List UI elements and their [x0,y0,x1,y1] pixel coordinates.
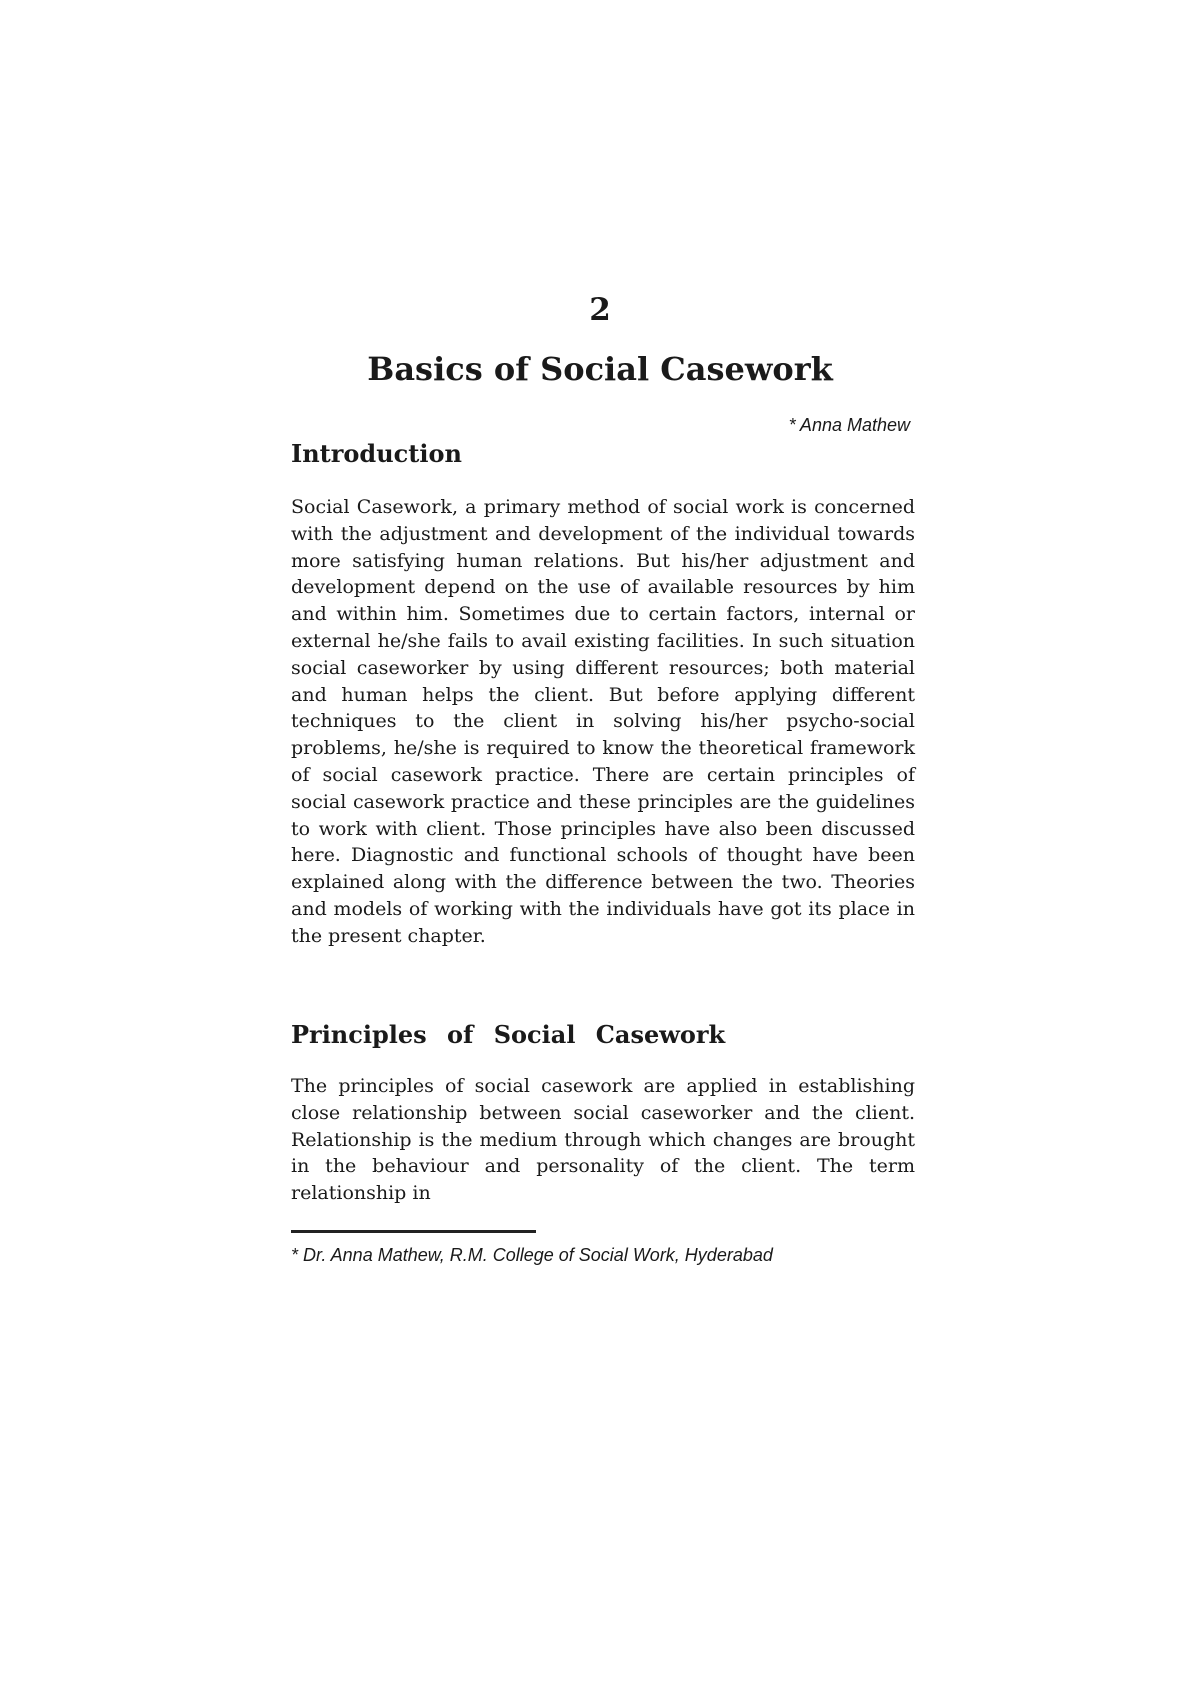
chapter-title: Basics of Social Casework [367,350,833,388]
footnote-divider [291,1230,536,1233]
principles-paragraph: The principles of social casework are applied in establishing close relationship between social caseworker and the client. Relationship is the medium through which changes are brought in the behaviour and personality of the client. The term relationship in [291,1075,915,1205]
chapter-number: 2 [589,292,611,328]
footnote: * Dr. Anna Mathew, R.M. College of Social Work, Hyderabad [291,1245,773,1265]
section-heading-introduction: Introduction [291,439,462,468]
section-heading-principles: Principles of Social Casework [291,1020,726,1049]
author-line: * Anna Mathew [788,415,910,435]
introduction-paragraph: Social Casework, a primary method of social work is concerned with the adjustment and development of the individual towards more satisfying human relations. But his/her adjustment and development depend on the use of available resources by him and within him. Sometimes due to certain factors, internal or external he/she fails to avail existing facilities. In such situation social caseworker by using different resources; both material and human helps the client. But before applying different techniques to the client in solving his/her psycho-social problems, he/she is required to know the theoretical framework of social casework practice. There are certain principles of social casework practice and these principles are the guidelines to work with client. Those principles have also been discussed here. Diagnostic and functional schools of thought have been explained along with the difference between the two. Theories and models of working with the individuals have got its place in the present chapter. [291,496,915,947]
